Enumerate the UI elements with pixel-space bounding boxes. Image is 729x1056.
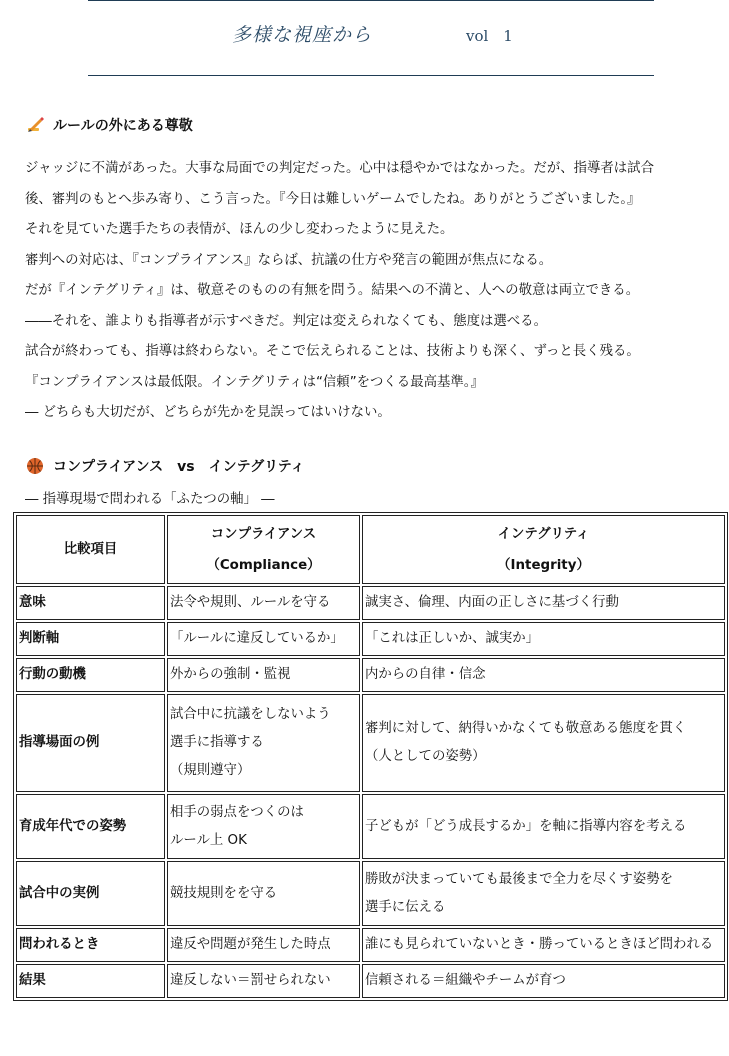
header-compliance-jp: コンプライアンス: [210, 526, 317, 542]
integrity-cell: 内からの自律・信念: [362, 658, 725, 692]
cell-line: （人としての姿勢）: [365, 749, 486, 764]
row-label: 問われるとき: [16, 928, 165, 962]
essay-line: それを見ていた選手たちの表情が、ほんの少し変わったように見えた。: [25, 222, 454, 237]
cell-line: 試合中に抗議をしないよう: [170, 707, 331, 722]
cell-line: 選手に指導する: [170, 735, 264, 750]
integrity-cell: 子どもが「どう成長するか」を軸に指導内容を考える: [362, 794, 725, 859]
row-label: 結果: [16, 964, 165, 998]
compliance-cell: [167, 694, 360, 792]
basketball-icon: [25, 456, 45, 476]
header-integrity: [362, 515, 725, 584]
row-label: 指導場面の例: [16, 694, 165, 792]
integrity-cell: [362, 694, 725, 792]
table-row: [16, 794, 725, 859]
essay-line: 審判への対応は、『コンプライアンス』ならば、抗議の仕方や発言の範囲が焦点になる。: [25, 252, 553, 268]
essay-line: ――それを、誰よりも指導者が示すべきだ。判定は変えられなくても、態度は選べる。: [25, 313, 547, 329]
comparison-table: [13, 512, 728, 1001]
integrity-cell: [362, 861, 725, 926]
cell-line: 勝敗が決まっていても最後まで全力を尽くす姿勢を: [365, 871, 673, 887]
cell-line: 相手の弱点をつくのは: [170, 804, 304, 820]
header-comparison-item: 比較項目: [16, 515, 165, 584]
compliance-cell: 違反や問題が発生した時点: [167, 928, 360, 962]
integrity-cell: 誠実さ、倫理、内面の正しさに基づく行動: [362, 586, 725, 620]
compliance-cell: 法令や規則、ルールを守る: [167, 586, 360, 620]
row-label: 意味: [16, 586, 165, 620]
section-heading-respect: [25, 115, 193, 135]
essay-line: ― どちらも大切だが、どちらが先かを見誤ってはいけない。: [25, 405, 391, 420]
compliance-cell: 違反しない＝罰せられない: [167, 964, 360, 998]
integrity-cell: 信頼される＝組織やチームが育つ: [362, 964, 725, 998]
compliance-cell: 「ルールに違反しているか」: [167, 622, 360, 656]
essay-paragraph: [25, 154, 715, 429]
essay-line: だが『インテグリティ』は、敬意そのものの有無を問う。結果への不満と、人への敬意は両立できる。: [25, 283, 640, 298]
cell-line: （規則遵守）: [170, 763, 251, 778]
pencil-writing-icon: [25, 115, 45, 135]
row-label: 試合中の実例: [16, 861, 165, 926]
row-label: 判断軸: [16, 622, 165, 656]
header-top-rule: [88, 0, 654, 1]
table-row: [16, 928, 725, 962]
essay-line: 試合が終わっても、指導は終わらない。そこで伝えられることは、技術よりも深く、ずっと長く残る。: [25, 344, 640, 359]
essay-line: 『コンプライアンスは最低限。インテグリティは“信頼”をつくる最高基準。』: [25, 374, 484, 390]
header-compliance: [167, 515, 360, 584]
section-heading-comparison: [25, 456, 305, 476]
header-integrity-en: （Integrity）: [497, 557, 590, 573]
table-row: [16, 861, 725, 926]
compliance-cell: [167, 794, 360, 859]
row-label: 行動の動機: [16, 658, 165, 692]
essay-line: ジャッジに不満があった。大事な局面での判定だった。心中は穏やかではなかった。だが、指導者は試合: [25, 161, 654, 176]
cell-line: 審判に対して、納得いかなくても敬意ある態度を貫く: [365, 721, 687, 736]
integrity-cell: 「これは正しいか、誠実か」: [362, 622, 725, 656]
compliance-cell: 競技規則をを守る: [167, 861, 360, 926]
essay-line: 後、審判のもとへ歩み寄り、こう言った。『今日は難しいゲームでしたね。ありがとうございました。』: [25, 191, 641, 207]
header-integrity-jp: インテグリティ: [497, 526, 590, 542]
section-title-text: コンプライアンス vs インテグリティ: [53, 459, 305, 475]
integrity-cell: 誰にも見られていないとき・勝っているときほど問われる: [362, 928, 725, 962]
section-title-text: ルールの外にある尊敬: [53, 118, 193, 134]
header-bottom-rule: [88, 75, 654, 76]
section-subtitle: ― 指導現場で問われる「ふたつの軸」 ―: [25, 492, 275, 507]
table-row: [16, 964, 725, 998]
cell-line: ルール上 OK: [170, 832, 247, 848]
table-row: [16, 622, 725, 656]
page-title: 多様な視座から: [232, 24, 373, 46]
cell-line: 選手に伝える: [365, 899, 446, 915]
header-compliance-en: （Compliance）: [206, 557, 321, 573]
table-row: [16, 658, 725, 692]
volume-label: vol 1: [466, 27, 513, 45]
compliance-cell: 外からの強制・監視: [167, 658, 360, 692]
row-label: 育成年代での姿勢: [16, 794, 165, 859]
table-row: [16, 586, 725, 620]
table-header-row: [16, 515, 725, 584]
table-row: [16, 694, 725, 792]
